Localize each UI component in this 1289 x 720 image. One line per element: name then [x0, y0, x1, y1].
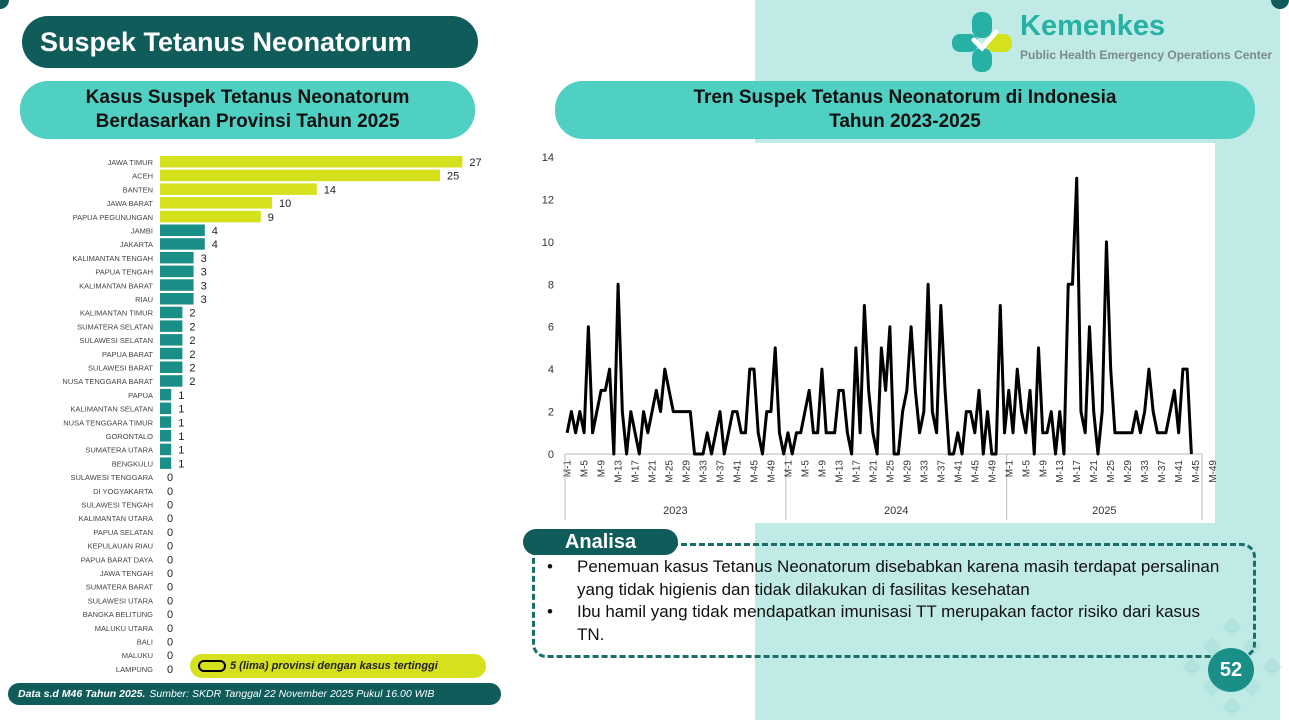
- bar-category-label: BENGKULU: [111, 459, 153, 469]
- bar-category-label: JAWA TENGAH: [99, 569, 153, 578]
- x-tick-label: M-37: [715, 460, 727, 483]
- x-tick-label: M-29: [681, 460, 693, 483]
- trend-chart-panel: [530, 143, 1220, 523]
- kemenkes-logo-icon: [950, 10, 1014, 74]
- bar: [160, 252, 194, 264]
- x-tick-label: M-9: [817, 460, 829, 478]
- year-group-label: 2023: [663, 505, 688, 517]
- bar: [160, 403, 171, 415]
- bar: [160, 389, 171, 401]
- bar: [160, 375, 182, 387]
- bar-value-label: 0: [167, 540, 174, 553]
- x-tick-label: M-13: [834, 460, 846, 483]
- bar-category-label: GORONTALO: [105, 432, 153, 441]
- bar-value-label: 0: [167, 485, 174, 498]
- y-tick-label: 14: [541, 152, 554, 164]
- bar: [160, 444, 171, 456]
- x-tick-label: M-37: [936, 460, 948, 483]
- bar-category-label: SULAWESI TENGAH: [81, 500, 153, 510]
- bar-category-label: MALUKU: [121, 651, 153, 661]
- x-tick-label: M-5: [1021, 460, 1033, 478]
- corner-dot-left: [0, 0, 9, 9]
- bar: [160, 183, 317, 195]
- bar-value-label: 1: [178, 444, 185, 457]
- bar-category-label: SULAWESI BARAT: [87, 363, 153, 373]
- y-tick-label: 6: [547, 321, 554, 334]
- x-tick-label: M-21: [647, 460, 659, 483]
- right-chart-title: [555, 81, 1255, 139]
- bar: [160, 307, 182, 319]
- bar-value-label: 2: [189, 307, 196, 320]
- x-tick-label: M-9: [1038, 460, 1050, 478]
- left-chart-title-line1: Kasus Suspek Tetanus Neonatorum: [85, 87, 410, 108]
- x-tick-label: M-17: [1072, 460, 1084, 483]
- x-tick-label: M-49: [766, 460, 778, 483]
- page-title: Suspek Tetanus Neonatorum: [22, 16, 478, 68]
- x-tick-label: M-25: [664, 460, 676, 483]
- bar-category-label: SULAWESI TENGGARA: [70, 473, 153, 483]
- trend-line-chart: [530, 143, 1220, 523]
- logo-name: Kemenkes: [1020, 10, 1166, 42]
- bar-category-label: ACEH: [132, 171, 153, 181]
- x-tick-label: M-25: [1106, 460, 1118, 483]
- bar-value-label: 2: [189, 321, 196, 334]
- bar-value-label: 1: [178, 403, 185, 416]
- bar-value-label: 0: [167, 513, 174, 526]
- source-note: [8, 683, 501, 705]
- y-tick-label: 2: [547, 406, 554, 419]
- bar-value-label: 0: [167, 472, 174, 485]
- x-tick-label: M-9: [596, 460, 608, 478]
- bar-value-label: 14: [323, 184, 337, 197]
- bar-category-label: JAWA BARAT: [106, 199, 153, 209]
- bar-category-label: PAPUA: [128, 390, 153, 400]
- bar-category-label: NUSA TENGGARA BARAT: [62, 377, 153, 387]
- source-text: Sumber: SKDR Tanggal 22 November 2025 Pukul 16.00 WIB: [149, 688, 435, 700]
- bar-value-label: 0: [167, 622, 174, 635]
- bar-category-label: BANTEN: [122, 185, 153, 195]
- bar-value-label: 9: [267, 211, 274, 224]
- bar-category-label: PAPUA SELATAN: [93, 527, 153, 537]
- x-tick-label: M-41: [953, 460, 965, 483]
- bar: [160, 225, 205, 237]
- legend-swatch: [198, 660, 226, 672]
- bar-value-label: 1: [178, 458, 185, 471]
- bar-value-label: 0: [167, 609, 174, 622]
- x-tick-label: M-33: [1140, 460, 1152, 483]
- y-tick-label: 0: [547, 449, 554, 461]
- bar: [160, 279, 194, 291]
- legend-note: [190, 654, 486, 678]
- x-tick-label: M-13: [613, 460, 625, 483]
- bar-category-label: BALI: [136, 637, 153, 647]
- bar-value-label: 1: [178, 417, 185, 430]
- bar: [160, 362, 182, 374]
- x-tick-label: M-21: [1089, 460, 1101, 483]
- bar: [160, 170, 440, 182]
- bar-category-label: MALUKU UTARA: [94, 623, 153, 633]
- analysis-item: • Penemuan kasus Tetanus Neonatorum disebabkan karena masih terdapat persalinan yang tidak higienis dan tidak dilakukan di fasilitas kesehatan: [545, 556, 1225, 601]
- x-tick-label: M-13: [1055, 460, 1067, 483]
- x-tick-label: M-45: [1191, 460, 1203, 483]
- bar-category-label: DI YOGYAKARTA: [93, 486, 153, 496]
- x-tick-label: M-33: [919, 460, 931, 483]
- year-group-label: 2024: [883, 505, 909, 517]
- bar-value-label: 1: [178, 389, 185, 402]
- bar-value-label: 0: [167, 526, 174, 539]
- bar-category-label: PAPUA TENGAH: [95, 267, 153, 277]
- year-group-label: 2025: [1092, 505, 1117, 517]
- bar-value-label: 3: [200, 294, 207, 306]
- legend-note-text: 5 (lima) provinsi dengan kasus tertinggi: [230, 660, 438, 672]
- x-tick-label: M-41: [1174, 460, 1186, 483]
- x-tick-label: M-21: [868, 460, 880, 483]
- bar-value-label: 3: [200, 252, 207, 265]
- logo-subtitle: Public Health Emergency Operations Center: [1020, 48, 1273, 62]
- x-tick-label: M-1: [562, 460, 574, 478]
- bar-category-label: NUSA TENGGARA TIMUR: [63, 418, 153, 428]
- y-tick-label: 12: [541, 194, 554, 207]
- x-tick-label: M-5: [800, 460, 812, 478]
- bar: [160, 416, 171, 428]
- analysis-label: Analisa: [523, 529, 678, 555]
- bar-category-label: KALIMANTAN BARAT: [79, 281, 153, 291]
- bar-category-label: PAPUA BARAT: [102, 349, 153, 359]
- bar-value-label: 4: [211, 225, 218, 238]
- bar-value-label: 2: [189, 335, 196, 348]
- x-tick-label: M-1: [783, 460, 795, 478]
- bar: [160, 197, 272, 209]
- bar-value-label: 3: [200, 280, 207, 293]
- x-tick-label: M-45: [749, 460, 761, 483]
- bar-value-label: 0: [167, 499, 174, 512]
- trend-line-series: [567, 178, 1191, 454]
- bar: [160, 211, 261, 223]
- x-tick-label: M-49: [1208, 460, 1220, 483]
- bar: [160, 348, 182, 360]
- bar-category-label: KALIMANTAN UTARA: [78, 514, 153, 524]
- right-chart-title-line1: Tren Suspek Tetanus Neonatorum di Indonesia: [693, 87, 1117, 108]
- x-tick-label: M-5: [579, 460, 591, 478]
- bar-category-label: SUMATERA SELATAN: [77, 322, 153, 332]
- x-tick-label: M-1: [1004, 460, 1016, 478]
- bar-category-label: PAPUA BARAT DAYA: [80, 555, 153, 565]
- bar-value-label: 25: [447, 170, 460, 183]
- y-tick-label: 4: [547, 364, 554, 377]
- bar-category-label: JAKARTA: [119, 240, 153, 250]
- bar: [160, 320, 182, 332]
- analysis-list: [545, 556, 1225, 646]
- x-tick-label: M-17: [630, 460, 642, 483]
- bar: [160, 293, 194, 305]
- bar-value-label: 27: [469, 157, 482, 169]
- province-bar-chart: [0, 150, 500, 680]
- x-tick-label: M-45: [970, 460, 982, 483]
- bar: [160, 238, 205, 250]
- bar-value-label: 0: [167, 650, 174, 663]
- y-tick-label: 8: [547, 279, 554, 292]
- bar: [160, 430, 171, 442]
- bar-value-label: 3: [200, 266, 207, 279]
- bar-category-label: PAPUA PEGUNUNGAN: [72, 212, 153, 222]
- bar: [160, 457, 171, 469]
- bar-category-label: KALIMANTAN SELATAN: [70, 404, 153, 414]
- y-tick-label: 10: [541, 236, 554, 249]
- bar-value-label: 0: [167, 595, 174, 608]
- analysis-item: • Ibu hamil yang tidak mendapatkan imunisasi TT merupakan factor risiko dari kasus TN.: [545, 601, 1225, 646]
- bar-value-label: 0: [167, 568, 174, 580]
- x-tick-label: M-29: [902, 460, 914, 483]
- bar-category-label: SULAWESI UTARA: [87, 596, 153, 606]
- bar-value-label: 0: [167, 581, 174, 594]
- kemenkes-logo: [950, 10, 1280, 76]
- bar-value-label: 0: [167, 636, 174, 649]
- bar-category-label: SUMATERA UTARA: [85, 445, 153, 455]
- page-number: 52: [1208, 648, 1254, 692]
- x-tick-label: M-41: [732, 460, 744, 483]
- left-chart-title: [20, 81, 475, 139]
- bar-category-label: SULAWESI SELATAN: [79, 336, 153, 346]
- right-chart-title-line2: Tahun 2023-2025: [829, 111, 981, 132]
- bar-category-label: JAWA TIMUR: [107, 158, 153, 167]
- left-chart-title-line2: Berdasarkan Provinsi Tahun 2025: [95, 111, 400, 132]
- bar-category-label: LAMPUNG: [115, 664, 153, 674]
- bar: [160, 334, 182, 346]
- bar-value-label: 2: [189, 348, 196, 361]
- x-tick-label: M-17: [851, 460, 863, 483]
- bar-category-label: KALIMANTAN TENGAH: [72, 253, 153, 263]
- x-tick-label: M-49: [987, 460, 999, 483]
- bar-category-label: JAMBI: [130, 226, 153, 236]
- bar: [160, 266, 194, 278]
- bar-value-label: 2: [189, 362, 196, 375]
- bar-value-label: 0: [167, 554, 174, 567]
- x-tick-label: M-25: [885, 460, 897, 483]
- bar-category-label: KEPULAUAN RIAU: [87, 541, 153, 551]
- bar-value-label: 10: [279, 198, 292, 211]
- bar-category-label: RIAU: [135, 295, 153, 304]
- bar-value-label: 0: [167, 663, 174, 676]
- x-tick-label: M-29: [1123, 460, 1135, 483]
- bar-category-label: BANGKA BELITUNG: [82, 610, 153, 620]
- x-tick-label: M-37: [1157, 460, 1169, 483]
- bar-category-label: SUMATERA BARAT: [85, 582, 153, 592]
- bar-category-label: KALIMANTAN TIMUR: [79, 308, 153, 318]
- bar-value-label: 2: [189, 376, 196, 389]
- bar-value-label: 1: [178, 431, 185, 443]
- x-tick-label: M-33: [698, 460, 710, 483]
- bar-value-label: 4: [211, 239, 218, 252]
- bar: [160, 156, 462, 168]
- source-bold: Data s.d M46 Tahun 2025.: [18, 688, 146, 700]
